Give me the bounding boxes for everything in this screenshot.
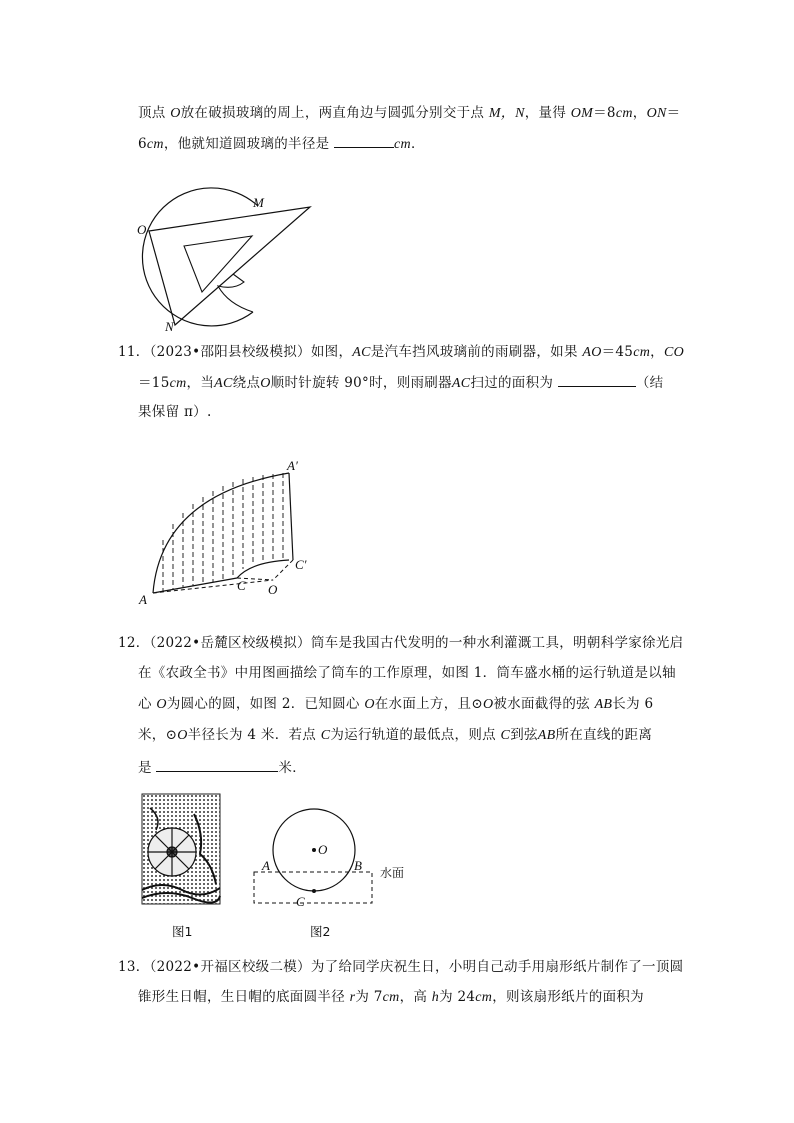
center-O <box>312 848 316 852</box>
answer-blank[interactable] <box>334 133 394 148</box>
q10-text-line1: 顶点 O放在破损玻璃的周上，两直角边与圆弧分别交于点 M，N，量得 OM＝8cm，ON＝ <box>138 105 681 121</box>
label-O: O <box>268 582 278 597</box>
segment-A2C2 <box>289 473 293 560</box>
q11-text-line1: 11．（2023•邵阳县校级模拟）如图，AC是汽车挡风玻璃前的雨刷器，如果 AO＝45cm，CO <box>118 344 685 360</box>
q11-text-line2: ＝15cm，当AC绕点O顺时针旋转 90°时，则雨刷器AC扫过的面积为 （结 <box>138 372 663 394</box>
q11-figure <box>135 458 325 607</box>
label-N: N <box>165 319 174 334</box>
label-O: O <box>318 842 328 857</box>
q13-text-line2: 锥形生日帽，生日帽的底面圆半径 r为 7cm，高 h为 24cm，则该扇形纸片的面积为 <box>138 989 644 1005</box>
water-wheel-illustration <box>142 794 220 904</box>
answer-blank[interactable] <box>558 372 636 387</box>
q12-figure2 <box>250 800 420 910</box>
label-O: O <box>137 222 147 237</box>
label-B: B <box>354 858 362 873</box>
q11-text-line3: 果保留 π）. <box>138 404 212 420</box>
q12-text-line1: 12．（2022•岳麓区校级模拟）筒车是我国古代发明的一种水利灌溉工具，明朝科学家徐光启 <box>118 635 684 651</box>
label-M: M <box>253 195 264 210</box>
fig2-caption: 图2 <box>310 924 331 939</box>
label-C-prime: C′ <box>295 557 307 572</box>
q10-text-line2: 6cm，他就知道圆玻璃的半径是 cm． <box>138 133 425 155</box>
answer-blank[interactable] <box>156 757 278 772</box>
dashed-C2O <box>273 560 293 580</box>
water-label: 水面 <box>380 866 405 880</box>
inner-arc <box>237 560 289 578</box>
q12-text-line5: 是 米． <box>138 757 306 778</box>
label-A-prime: A′ <box>287 458 298 473</box>
q12-text-line2: 在《农政全书》中用图画描绘了筒车的工作原理，如图 1．筒车盛水桶的运行轨道是以轴 <box>138 665 676 681</box>
q12-text-line3: 心 O为圆心的圆，如图 2．已知圆心 O在水面上方，且⊙O被水面截得的弦 AB长为 6 <box>138 696 654 712</box>
fig1-caption: 图1 <box>172 924 193 939</box>
point-C <box>312 889 316 893</box>
q13-text-line1: 13．（2022•开福区校级二模）为了给同学庆祝生日，小明自己动手用扇形纸片制作了一顶圆 <box>118 959 684 975</box>
water-rect <box>254 872 372 903</box>
broken-edge <box>218 274 253 312</box>
label-C: C <box>237 578 246 593</box>
glass-arc <box>142 188 258 326</box>
q12-text-line4: 米，⊙O半径长为 4 米．若点 C为运行轨道的最低点，则点 C到弦AB所在直线的距离 <box>138 727 653 743</box>
sweep-hatching <box>163 473 283 591</box>
label-C: C <box>296 894 305 909</box>
q10-figure <box>130 190 330 335</box>
label-A: A <box>262 858 270 873</box>
triangle-ruler <box>149 207 310 325</box>
label-A: A <box>139 592 147 607</box>
